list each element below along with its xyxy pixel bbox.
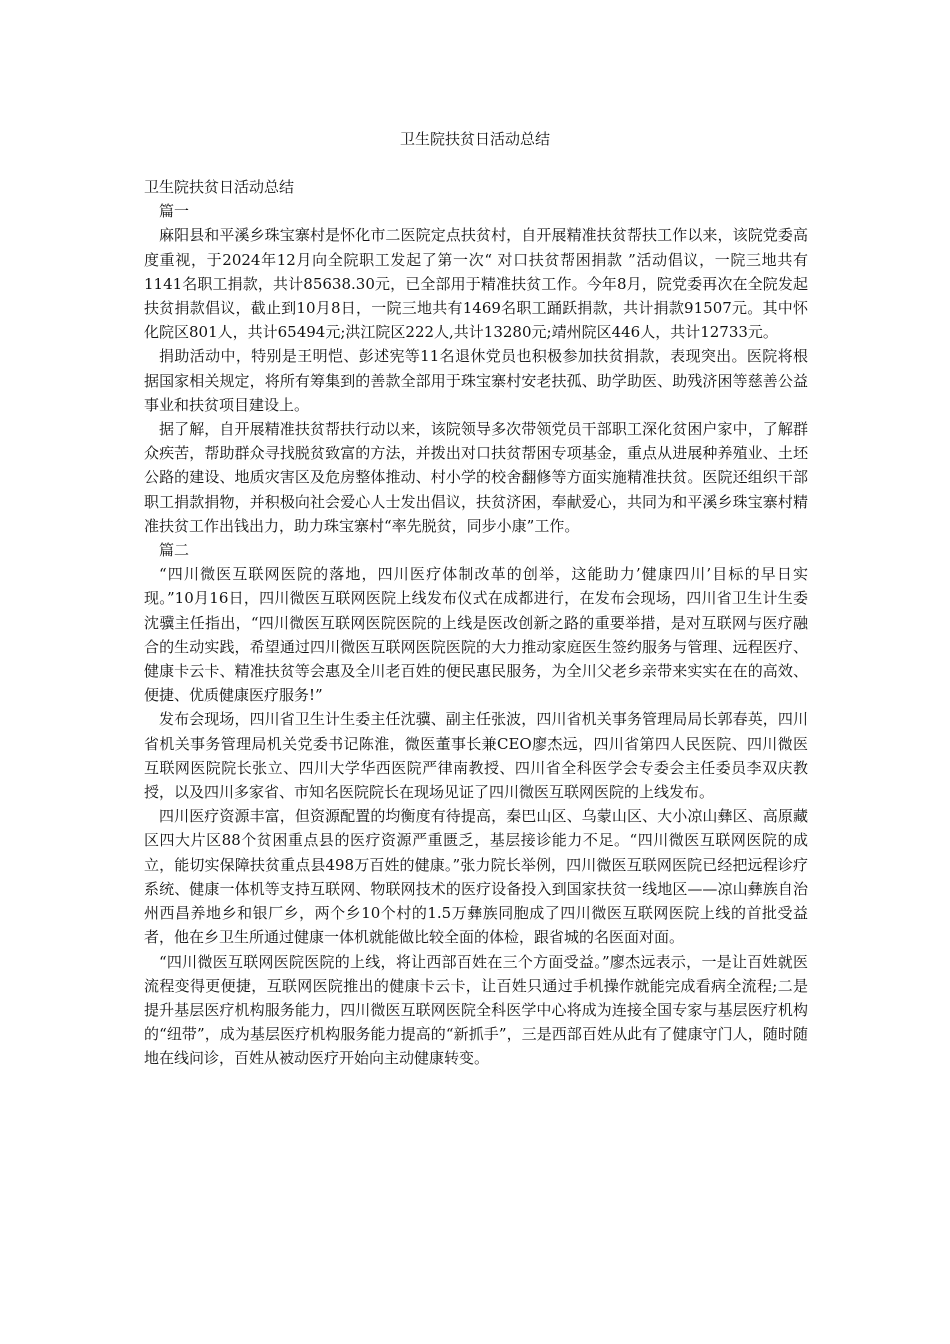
paragraph: “四川微医互联网医院的落地，四川医疗体制改革的创举，这能助力’健康四川’目标的早日实现。”10月16日，四川微医互联网医院上线发布仪式在成都进行，在发布会现场，四川省卫生计生委沈骥主任指出，“四川微医互联网医院医院的上线是医改创新之路的重要举措，是对互联网与医疗融合的生动实践，希望通过四川微医互联网医院医院的大力推动家庭医生签约服务与管理、远程医疗、健康卡云卡、精准扶贫等会惠及全川老百姓的便民惠民服务，为全川父老乡亲带来实实在在的高效、便捷、优质健康医疗服务!” bbox=[144, 565, 808, 705]
paragraph: 麻阳县和平溪乡珠宝寨村是怀化市二医院定点扶贫村，自开展精准扶贫帮扶工作以来，该院党委高度重视，于2024年12月向全院职工发起了第一次“ 对口扶贫帮困捐款 ”活动倡议，一院三地共有1141名职工捐款，共计85638.30元，已全部用于精准扶贫工作。今年8月，院党委再次在全院发起扶贫捐款倡议，截止到10月8日，一院三地共有1469名职工踊跃捐款，共计捐款91507元。其中怀化院区801人，共计65494元;洪江院区222人,共计13280元;靖州院区446人，共计12733元。 bbox=[144, 226, 808, 342]
paragraph: 发布会现场，四川省卫生计生委主任沈骥、副主任张波，四川省机关事务管理局局长郭春英，四川省机关事务管理局机关党委书记陈淮，微医董事长兼CEO廖杰远，四川省第四人民医院、四川微医互联网医院院长张立、四川大学华西医院严律南教授、四川省全科医学会专委会主任委员李双庆教授，以及四川多家省、市知名医院院长在现场见证了四川微医互联网医院的上线发布。 bbox=[144, 710, 808, 802]
paragraph: 四川医疗资源丰富，但资源配置的均衡度有待提高，秦巴山区、乌蒙山区、大小凉山彝区、高原藏区四大片区88个贫困重点县的医疗资源严重匮乏，基层接诊能力不足。“四川微医互联网医院的成立，能切实保障扶贫重点县498万百姓的健康。”张力院长举例，四川微医互联网医院已经把远程诊疗系统、健康一体机等支持互联网、物联网技术的医疗设备投入到国家扶贫一线地区——凉山彝族自治州西昌养地乡和银厂乡，两个乡10个村的1.5万彝族同胞成了四川微医互联网医院上线的首批受益者，他在乡卫生所通过健康一体机就能做比较全面的体检，跟省城的名医面对面。 bbox=[144, 807, 808, 947]
paragraph: “四川微医互联网医院医院的上线，将让西部百姓在三个方面受益。”廖杰远表示，一是让百姓就医流程变得更便捷，互联网医院推出的健康卡云卡，让百姓只通过手机操作就能完成看病全流程;二是提升基层医疗机构服务能力，四川微医互联网医院全科医学中心将成为连接全国专家与基层医疗机构的“纽带”，成为基层医疗机构服务能力提高的“新抓手”，三是西部百姓从此有了健康守门人，随时随地在线问诊，百姓从被动医疗开始向主动健康转变。 bbox=[144, 952, 808, 1068]
document-title: 卫生院扶贫日活动总结 bbox=[399, 130, 550, 148]
document-body bbox=[144, 175, 808, 1071]
paragraph: 据了解，自开展精准扶贫帮扶行动以来，该院领导多次带领党员干部职工深化贫困户家中，了解群众疾苦，帮助群众寻找脱贫致富的方法，并拨出对口扶贫帮困专项基金，重点从进展种养殖业、土坯公路的建设、地质灾害区及危房整体推动、村小学的校舍翻修等方面实施精准扶贫。医院还组织干部职工捐款捐物，并积极向社会爱心人士发出倡议，扶贫济困，奉献爱心，共同为和平溪乡珠宝寨村精准扶贫工作出钱出力，助力珠宝寨村“率先脱贫，同步小康”工作。 bbox=[144, 420, 808, 535]
section-label-1: 篇一 bbox=[159, 202, 190, 221]
body-heading: 卫生院扶贫日活动总结 bbox=[144, 178, 295, 196]
paragraph: 捐助活动中，特别是王明恺、彭述宪等11名退休党员也积极参加扶贫捐款，表现突出。医院将根据国家相关规定，将所有筹集到的善款全部用于珠宝寨村安老扶孤、助学助医、助残济困等慈善公益事业和扶贫项目建设上。 bbox=[144, 347, 808, 414]
section-label-2: 篇二 bbox=[159, 541, 190, 560]
